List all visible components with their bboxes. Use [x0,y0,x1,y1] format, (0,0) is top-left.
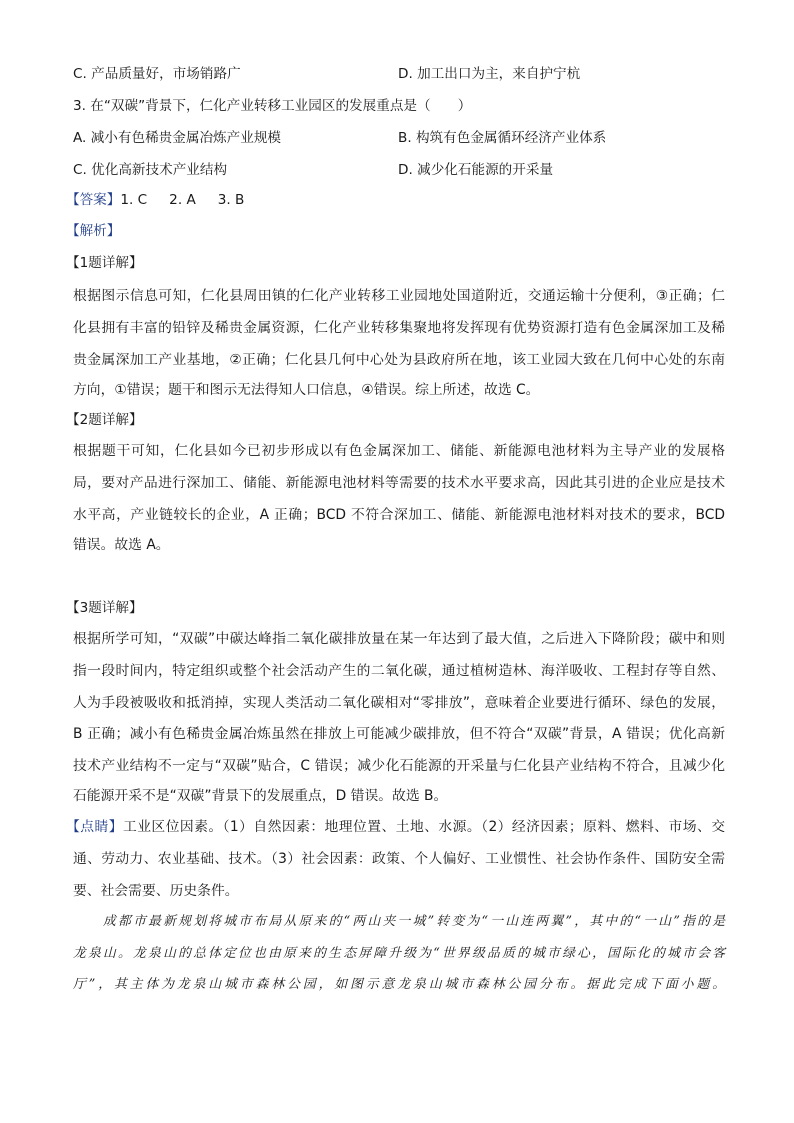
highlight-line: 通、劳动力、农业基础、技术。（3）社会因素：政策、个人偏好、工业惯性、社会协作条件、国防安全需 [73,851,725,867]
detail3-line: 指一段时间内，特定组织或整个社会活动产生的二氧化碳，通过植树造林、海洋吸收、工程封存等自然、 [73,663,725,679]
detail3-line: 根据所学可知，“双碳”中碳达峰指二氧化碳排放量在某一年达到了最大值，之后进入下降阶段；碳中和则 [73,631,725,647]
answer-item: 3. B [217,192,245,208]
passage-line: 成都市最新规划将城市布局从原来的“两山夹一城”转变为“一山连两翼”，其中的“一山”指的是 [103,914,725,929]
detail2-line: 局，要对产品进行深加工、储能、新能源电池材料等需要的技术水平要求高，因此其引进的企业应是技术 [73,475,725,491]
detail3-line: B 正确；减小有色稀贵金属冶炼虽然在排放上可能减少碳排放，但不符合“双碳”背景，A 错误；优化高新 [73,726,725,742]
analysis-tag: 【解析】 [66,223,121,239]
q3-option-b: B. 构筑有色金属循环经济产业体系 [398,130,607,146]
passage-line: 厅”，其主体为龙泉山城市森林公园，如图示意龙泉山城市森林公园分布。据此完成下面小题。 [73,977,725,992]
detail1-line: 根据图示信息可知，仁化县周田镇的仁化产业转移工业园地处国道附近，交通运输十分便利，③正确；仁 [73,288,725,304]
highlight-line [66,817,725,837]
detail1-line: 贵金属深加工产业基地，②正确；仁化县几何中心处为县政府所在地，该工业园大致在几何中心处的东南 [73,352,725,368]
detail3-tag: 【3题详解】 [66,600,143,616]
q3-stem: 3. 在“双碳”背景下，仁化产业转移工业园区的发展重点是（ ） [73,98,472,114]
detail3-line: 人为手段被吸收和抵消掉，实现人类活动二氧化碳相对“零排放”，意味着企业要进行循环、绿色的发展， [73,695,725,711]
detail2-line: 水平高，产业链较长的企业，A 正确；BCD 不符合深加工、储能、新能源电池材料对技术的要求，BCD [73,507,725,523]
answer-tag: 【答案】 [66,192,121,208]
detail1-tag: 【1题详解】 [66,255,143,271]
highlight-text: 工业区位因素。（1）自然因素：地理位置、土地、水源。（2）经济因素；原料、燃料、市场、交 [122,819,726,835]
answer-item: 1. C [120,192,148,208]
detail2-line: 根据题干可知，仁化县如今已初步形成以有色金属深加工、储能、新能源电池材料为主导产业的发展格 [73,443,725,459]
detail3-line: 技术产业结构不一定与“双碳”贴合，C 错误；减少化石能源的开采量与仁化县产业结构不符合，且减少化 [73,758,725,774]
q2-option-d: D. 加工出口为主，来自护宁杭 [398,66,581,82]
detail2-line: 错误。故选 A。 [73,537,170,553]
detail1-line: 方向，①错误；题干和图示无法得知人口信息，④错误。综上所述，故选 C。 [73,382,540,398]
q3-option-d: D. 减少化石能源的开采量 [398,162,554,178]
q3-option-c: C. 优化高新技术产业结构 [73,162,228,178]
detail3-line: 石能源开采不是“双碳”背景下的发展重点，D 错误。故选 B。 [73,788,448,804]
answer-item: 2. A [169,192,196,208]
passage-line: 龙泉山。龙泉山的总体定位也由原来的生态屏障升级为“世界级品质的城市绿心，国际化的城市会客 [73,946,725,961]
highlight-tag: 【点睛】 [66,819,123,835]
answer-line [66,190,266,210]
q3-option-a: A. 减小有色稀贵金属冶炼产业规模 [73,130,282,146]
detail1-line: 化县拥有丰富的铅锌及稀贵金属资源，仁化产业转移集聚地将发挥现有优势资源打造有色金属深加工及稀 [73,320,725,336]
detail2-tag: 【2题详解】 [66,412,143,428]
q2-option-c: C. 产品质量好，市场销路广 [73,66,241,82]
highlight-line: 要、社会需要、历史条件。 [73,883,239,899]
